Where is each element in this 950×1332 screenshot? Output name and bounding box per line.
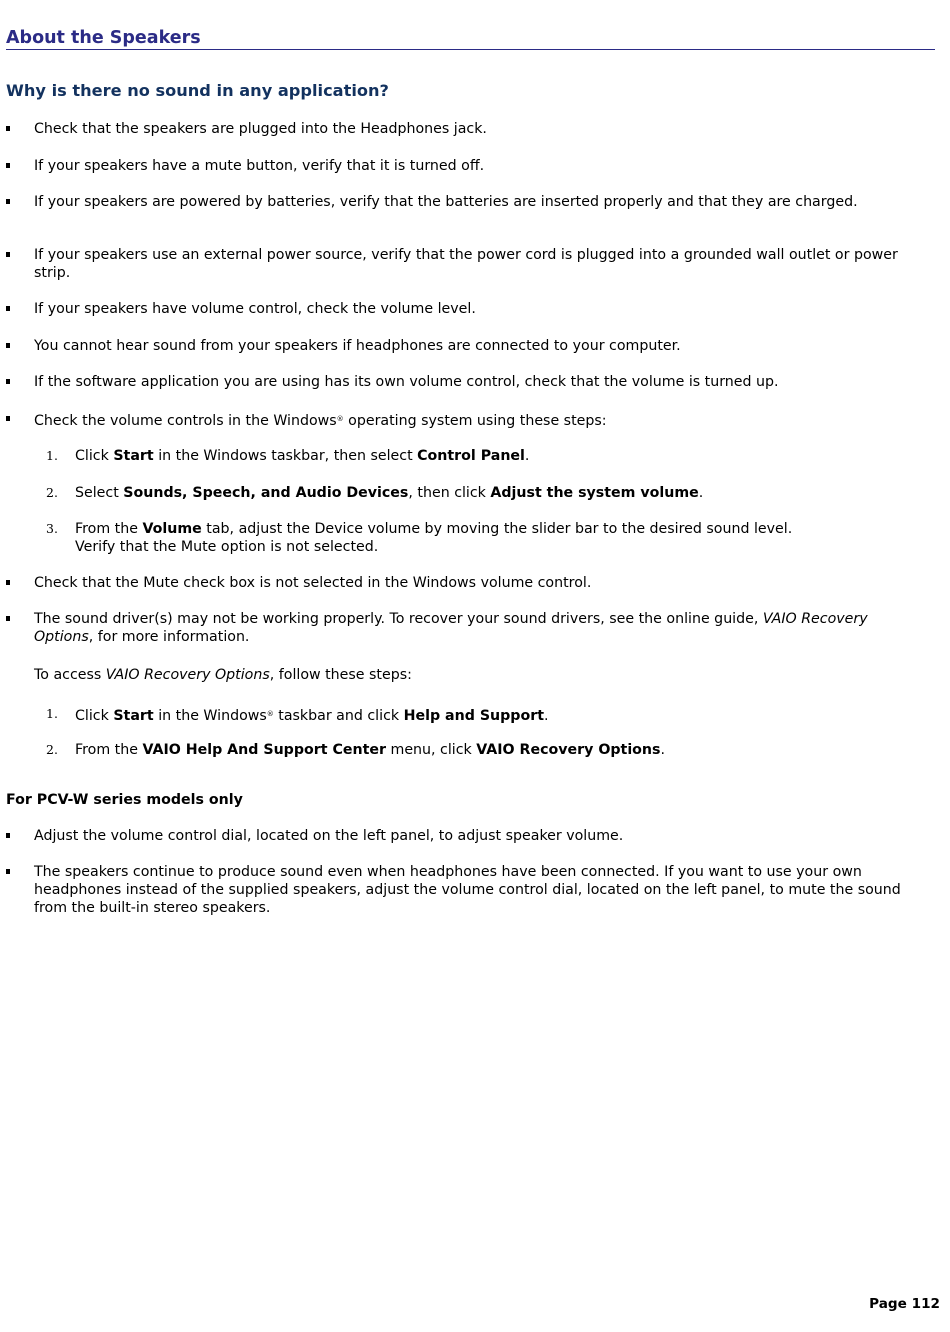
bullet-icon [6,252,10,257]
step-text: From the Volume tab, adjust the Device volume by moving the slider bar to the desired sound level. Verify that the Mute option is not selected. [75,521,793,555]
section-heading-no-sound: Why is there no sound in any application? [6,81,389,100]
pcvw-heading: For PCV-W series models only [6,792,243,808]
list-item-text: Check that the speakers are plugged into the Headphones jack. [34,121,487,137]
bullet-icon [6,306,10,311]
list-item-text: The speakers continue to produce sound even when headphones have been connected. If you want to use your own headphones instead of the supplied speakers, adjust the volume control dial, located on the left panel, to mute the sound from the built-in stereo speakers. [34,864,901,916]
bullet-icon [6,126,10,131]
bullet-icon [6,343,10,348]
bullet-icon [6,833,10,838]
bullet-icon [6,416,10,421]
registered-mark: ® [266,710,274,718]
list-item-text: Check the volume controls in the Windows® operating system using these steps: [34,413,607,429]
list-item-text: If your speakers are powered by batteries, verify that the batteries are inserted properly and that they are charged. [34,194,858,210]
list-item-text: If your speakers have volume control, check the volume level. [34,301,476,317]
list-item-text: Check that the Mute check box is not selected in the Windows volume control. [34,575,592,591]
bullet-icon [6,163,10,168]
bullet-icon [6,379,10,384]
bullet-icon [6,580,10,585]
step-number: 2. [46,742,58,757]
recovery-intro-text: To access VAIO Recovery Options, follow these steps: [34,667,412,683]
page-number: Page 112 [869,1296,940,1312]
list-item-text: If the software application you are using has its own volume control, check that the volume is turned up. [34,374,779,390]
step-number: 2. [46,485,58,500]
step-text: Select Sounds, Speech, and Audio Devices, then click Adjust the system volume. [75,485,704,501]
list-item-text: If your speakers have a mute button, verify that it is turned off. [34,158,485,174]
page-title: About the Speakers [6,28,201,48]
step-text: Click Start in the Windows® taskbar and click Help and Support. [75,708,549,724]
list-item-text: You cannot hear sound from your speakers if headphones are connected to your computer. [34,338,681,354]
title-divider [6,49,935,50]
step-text: Click Start in the Windows taskbar, then select Control Panel. [75,448,530,464]
bullet-icon [6,616,10,621]
bullet-icon [6,199,10,204]
step-number: 3. [46,521,58,536]
step-number: 1. [46,448,58,463]
step-number: 1. [46,706,58,721]
list-item-text: Adjust the volume control dial, located on the left panel, to adjust speaker volume. [34,828,624,844]
list-item-text: The sound driver(s) may not be working properly. To recover your sound drivers, see the online guide, VAIO Recovery Options, for more information. [34,611,868,645]
registered-mark: ® [336,415,344,423]
list-item-text: If your speakers use an external power source, verify that the power cord is plugged into a grounded wall outlet or power strip. [34,247,898,281]
bullet-icon [6,869,10,874]
step-text: From the VAIO Help And Support Center menu, click VAIO Recovery Options. [75,742,665,758]
